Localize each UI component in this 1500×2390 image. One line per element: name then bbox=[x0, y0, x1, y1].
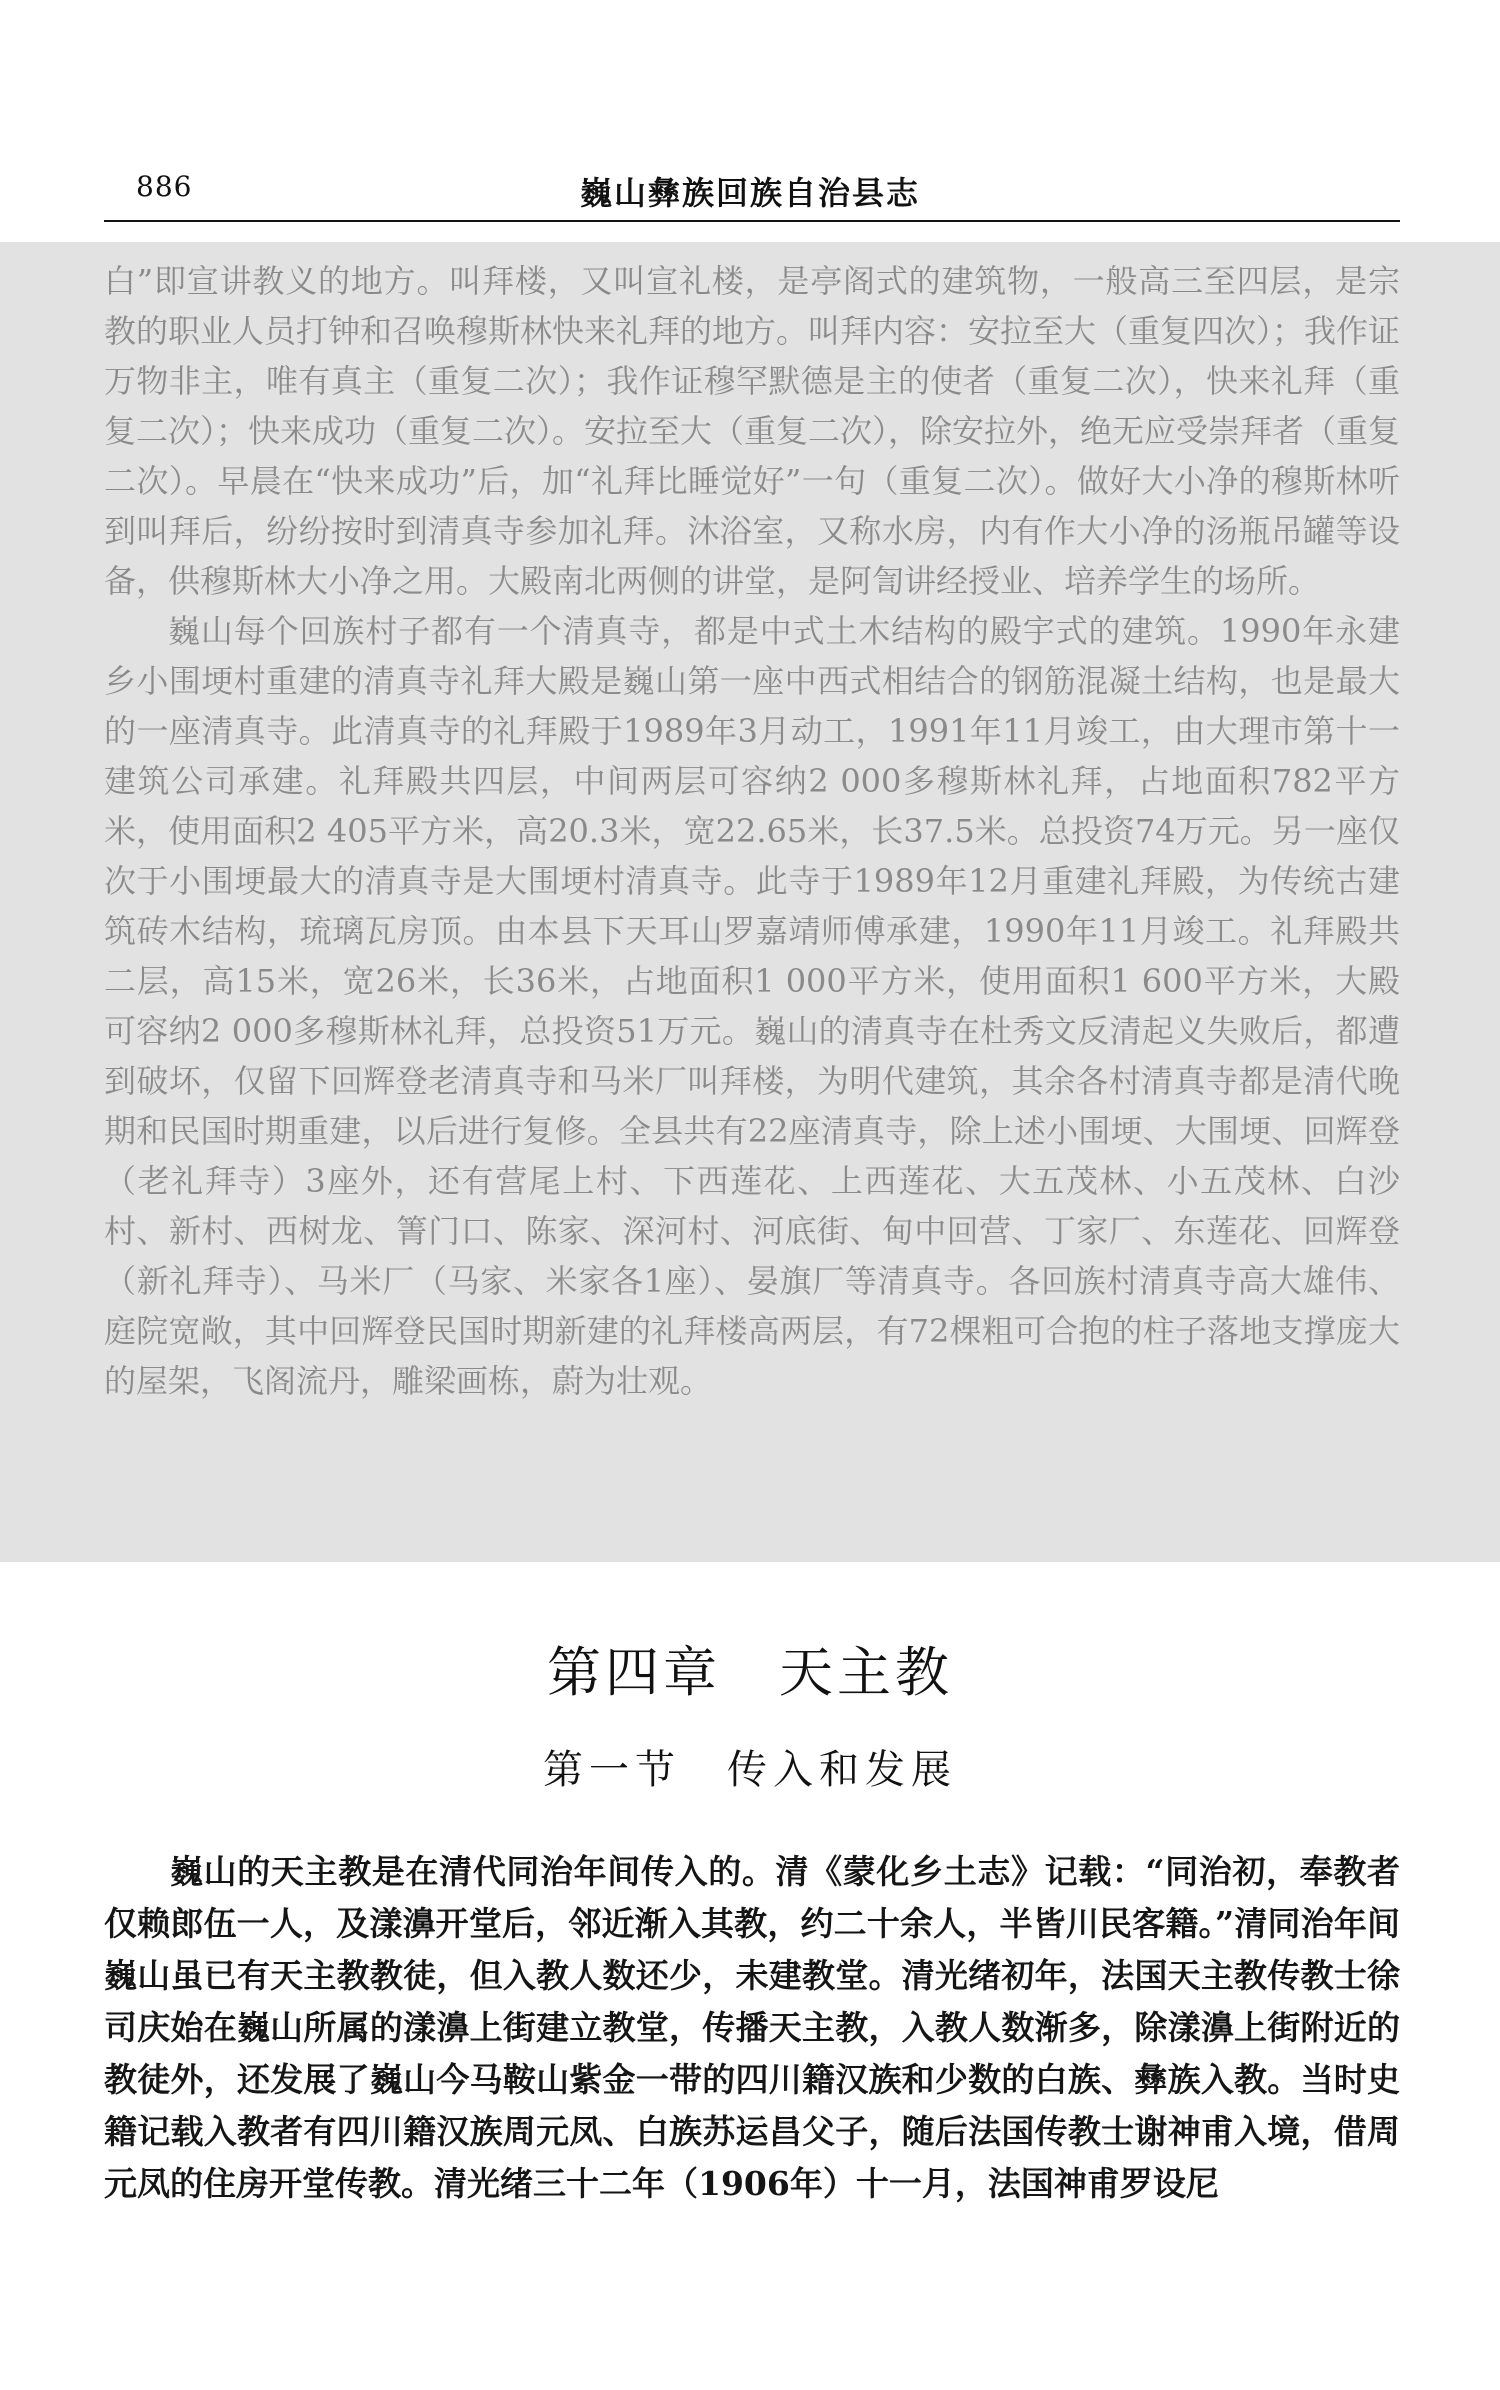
running-title: 巍山彝族回族自治县志 bbox=[579, 174, 920, 212]
section-title: 第一节 传入和发展 bbox=[543, 1747, 957, 1793]
shaded-paragraph: 白”即宣讲教义的地方。叫拜楼，又叫宣礼楼，是亭阁式的建筑物，一般高三至四层，是宗教的职业人员打钟和召唤穆斯林快来礼拜的地方。叫拜内容：安拉至大（重复四次）；我作证万物非主，唯有真主（重复二次）；我作证穆罕默德是主的使者（重复二次），快来礼拜（重复二次）；快来成功（重复二次）。安拉至大（重复二次），除安拉外，绝无应受崇拜者（重复二次）。早晨在“快来成功”后，加“礼拜比睡觉好”一句（重复二次）。做好大小净的穆斯林听到叫拜后，纷纷按时到清真寺参加礼拜。沐浴室，又称水房，内有作大小净的汤瓶吊罐等设备，供穆斯林大小净之用。大殿南北两侧的讲堂，是阿訇讲经授业、培养学生的场所。 bbox=[104, 262, 1401, 600]
chapter-title: 第四章 天主教 bbox=[547, 1641, 953, 1704]
header-rule bbox=[104, 220, 1400, 222]
body-text-block bbox=[104, 1846, 1400, 2210]
shaded-text-block bbox=[104, 256, 1400, 1406]
shaded-paragraph: 巍山每个回族村子都有一个清真寺，都是中式土木结构的殿宇式的建筑。1990年永建乡小围埂村重建的清真寺礼拜大殿是巍山第一座中西式相结合的钢筋混凝土结构，也是最大的一座清真寺。此清真寺的礼拜殿于1989年3月动工，1991年11月竣工，由大理市第十一建筑公司承建。礼拜殿共四层，中间两层可容纳2 000多穆斯林礼拜，占地面积782平方米，使用面积2 405平方米，高20.3米，宽22.65米，长37.5米。总投资74万元。另一座仅次于小围埂最大的清真寺是大围埂村清真寺。此寺于1989年12月重建礼拜殿，为传统古建筑砖木结构，琉璃瓦房顶。由本县下天耳山罗嘉靖师傅承建，1990年11月竣工。礼拜殿共二层，高15米，宽26米，长36米，占地面积1 000平方米，使用面积1 600平方米，大殿可容纳2 000多穆斯林礼拜，总投资51万元。巍山的清真寺在杜秀文反清起义失败后，都遭到破坏，仅留下回辉登老清真寺和马米厂叫拜楼，为明代建筑，其余各村清真寺都是清代晚期和民国时期重建，以后进行复修。全县共有22座清真寺，除上述小围埂、大围埂、回辉登（老礼拜寺）3座外，还有营尾上村、下西莲花、上西莲花、大五茂林、小五茂林、白沙村、新村、西树龙、箐门口、陈家、深河村、河底街、甸中回营、丁家厂、东莲花、回辉登（新礼拜寺）、马米厂（马家、米家各1座）、晏旗厂等清真寺。各回族村清真寺高大雄伟、庭院宽敞，其中回辉登民国时期新建的礼拜楼高两层，有72棵粗可合抱的柱子落地支撑庞大的屋架，飞阁流丹，雕梁画栋，蔚为壮观。 bbox=[104, 612, 1400, 1400]
page-number: 886 bbox=[136, 170, 193, 203]
body-paragraph: 巍山的天主教是在清代同治年间传入的。清《蒙化乡土志》记载：“同治初，奉教者仅赖郎伍一人，及漾濞开堂后，邻近渐入其教，约二十余人，半皆川民客籍。”清同治年间巍山虽已有天主教教徒，但入教人数还少，未建教堂。清光绪初年，法国天主教传教士徐司庆始在巍山所属的漾濞上街建立教堂，传播天主教，入教人数渐多，除漾濞上街附近的教徒外，还发展了巍山今马鞍山紫金一带的四川籍汉族和少数的白族、彝族入教。当时史籍记载入教者有四川籍汉族周元凤、白族苏运昌父子，随后法国传教士谢神甫入境，借周元凤的住房开堂传教。清光绪三十二年（1906年）十一月，法国神甫罗设尼 bbox=[104, 1852, 1400, 2203]
